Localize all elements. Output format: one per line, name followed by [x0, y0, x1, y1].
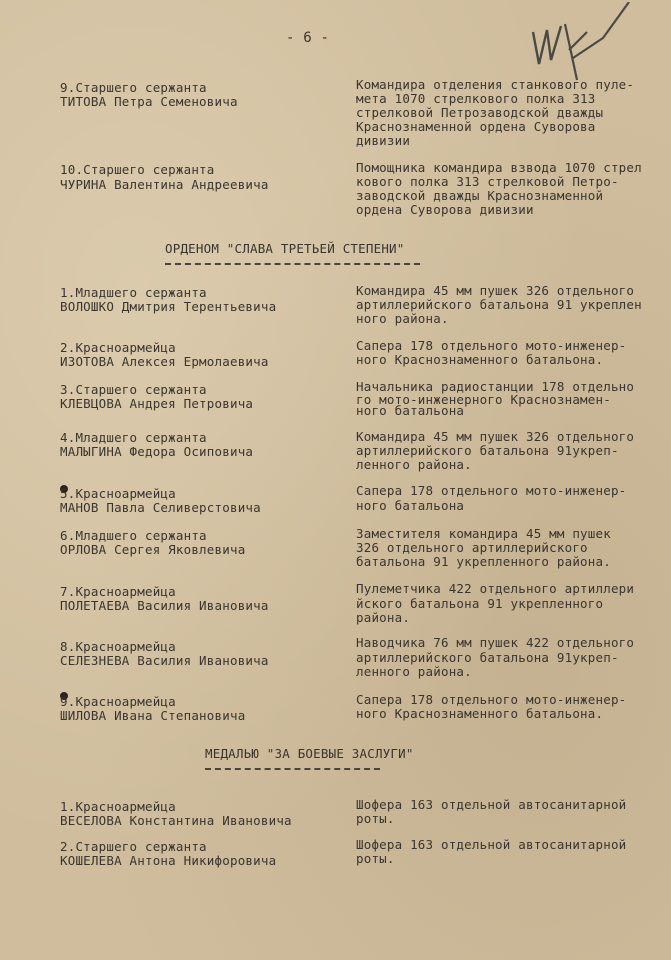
entry-position-line: ного батальона — [356, 403, 465, 418]
entry-position-line: заводской дважды Краснознаменной — [356, 188, 604, 203]
entry-rank: 2.Красноармейца — [60, 340, 176, 355]
entry-rank: 9.Старшего сержанта — [60, 80, 207, 95]
entry-position-line: Сапера 178 отдельного мото-инженер- — [356, 483, 627, 498]
entry-position-line: Пулеметчика 422 отдельного артиллери — [356, 581, 635, 596]
entry-position-line: Наводчика 76 мм пушек 422 отдельного — [356, 635, 635, 650]
entry-position-line: роты. — [356, 851, 395, 866]
entry-name: СЕЛЕЗНЕВА Василия Ивановича — [60, 653, 269, 668]
entry-rank: 4.Младшего сержанта — [60, 430, 207, 445]
section-heading-order-slava: ОРДЕНОМ "СЛАВА ТРЕТЬЕЙ СТЕПЕНИ" — [165, 241, 405, 256]
heading-underline — [205, 768, 380, 770]
entry-position-line: ного Краснознаменного батальона. — [356, 706, 604, 721]
entry-position-line: 326 отдельного артиллерийского — [356, 540, 588, 555]
entry-position-line: ленного района. — [356, 457, 472, 472]
entry-position-line: артиллерийского батальона 91 укреплен — [356, 297, 642, 312]
entry-position-line: дивизии — [356, 133, 411, 148]
entry-rank: 6.Младшего сержанта — [60, 528, 207, 543]
entry-name: ЧУРИНА Валентина Андреевича — [60, 177, 269, 192]
entry-position-line: Командира 45 мм пушек 326 отдельного — [356, 283, 635, 298]
entry-rank: 10.Старшего сержанта — [60, 162, 215, 177]
entry-rank: 9.Красноармейца — [60, 694, 176, 709]
page-number: - 6 - — [286, 30, 330, 46]
entry-position-line: йского батальона 91 укрепленного — [356, 596, 604, 611]
entry-position-line: стрелковой Петрозаводской дважды — [356, 105, 604, 120]
entry-position-line: кового полка 313 стрелковой Петро- — [356, 174, 619, 189]
entry-position-line: ного района. — [356, 311, 449, 326]
section-heading-medal: МЕДАЛЬЮ "ЗА БОЕВЫЕ ЗАСЛУГИ" — [205, 746, 414, 761]
entry-rank: 8.Красноармейца — [60, 639, 176, 654]
entry-position-line: ного батальона — [356, 498, 465, 513]
entry-name: ШИЛОВА Ивана Степановича — [60, 708, 246, 723]
entry-name: ОРЛОВА Сергея Яковлевича — [60, 542, 246, 557]
entry-position-line: Сапера 178 отдельного мото-инженер- — [356, 338, 627, 353]
entry-position-line: района. — [356, 610, 411, 625]
entry-name: ВОЛОШКО Дмитрия Терентьевича — [60, 299, 277, 314]
entry-position-line: го мото-инженерного Краснознамен- — [356, 392, 611, 407]
entry-name: ВЕСЕЛОВА Константина Ивановича — [60, 813, 292, 828]
entry-rank: 2.Старшего сержанта — [60, 839, 207, 854]
entry-name: МАЛЫГИНА Федора Осиповича — [60, 444, 254, 459]
entry-name: ТИТОВА Петра Семеновича — [60, 94, 238, 109]
entry-position-line: Помощника командира взвода 1070 стрел — [356, 160, 642, 175]
entry-position-line: артиллерийского батальона 91укреп- — [356, 650, 619, 665]
heading-underline — [165, 263, 420, 265]
entry-position-line: Командира отделения станкового пуле- — [356, 77, 635, 92]
entry-position-line: артиллерийского батальона 91укреп- — [356, 443, 619, 458]
entry-name: КЛЕВЦОВА Андрея Петровича — [60, 396, 254, 411]
handwritten-signature — [525, 2, 635, 82]
entry-position-line: Шофера 163 отдельной автосанитарной — [356, 797, 627, 812]
entry-name: МАНОВ Павла Селиверстовича — [60, 500, 261, 515]
entry-position-line: батальона 91 укрепленного района. — [356, 554, 611, 569]
entry-rank: 1.Красноармейца — [60, 799, 176, 814]
entry-position-line: ного Краснознаменного батальона. — [356, 352, 604, 367]
entry-rank: 7.Красноармейца — [60, 584, 176, 599]
entry-position-line: Командира 45 мм пушек 326 отдельного — [356, 429, 635, 444]
entry-position-line: роты. — [356, 811, 395, 826]
entry-rank: 5.Красноармейца — [60, 486, 176, 501]
entry-position-line: Краснознаменной ордена Суворова — [356, 119, 596, 134]
entry-position-line: Сапера 178 отдельного мото-инженер- — [356, 692, 627, 707]
entry-name: ИЗОТОВА Алексея Ермолаевича — [60, 354, 269, 369]
entry-position-line: ленного района. — [356, 664, 472, 679]
entry-name: КОШЕЛЕВА Антона Никифоровича — [60, 853, 277, 868]
entry-rank: 3.Старшего сержанта — [60, 382, 207, 397]
entry-position-line: мета 1070 стрелкового полка 313 — [356, 91, 596, 106]
entry-name: ПОЛЕТАЕВА Василия Ивановича — [60, 598, 269, 613]
entry-position-line: Начальника радиостанции 178 отдельно — [356, 379, 635, 394]
entry-position-line: Заместителя командира 45 мм пушек — [356, 526, 611, 541]
entry-position-line: ордена Суворова дивизии — [356, 202, 534, 217]
entry-rank: 1.Младшего сержанта — [60, 285, 207, 300]
entry-position-line: Шофера 163 отдельной автосанитарной — [356, 837, 627, 852]
